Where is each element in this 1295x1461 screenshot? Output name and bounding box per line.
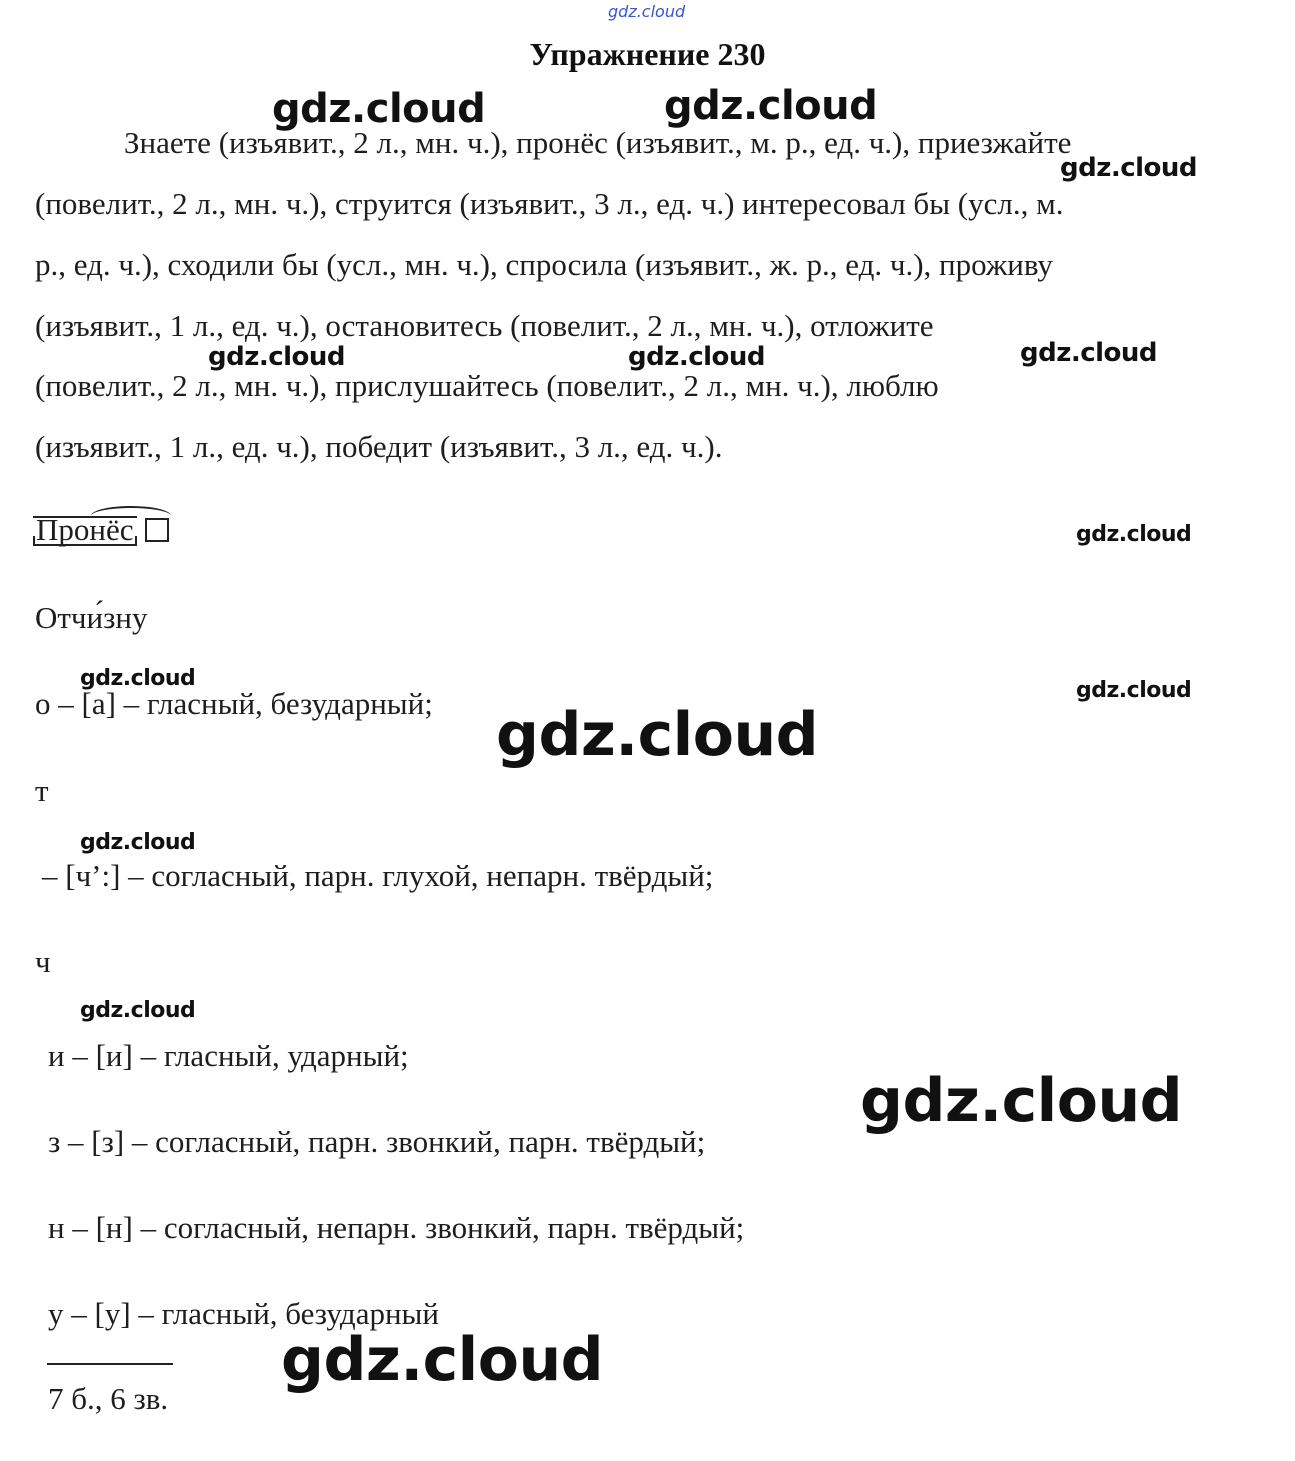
watermark: gdz.cloud — [1076, 522, 1192, 547]
root-arc — [91, 506, 171, 526]
paragraph-line-6: (изъявит., 1 л., ед. ч.), победит (изъявит., 3 л., ед. ч.). — [35, 429, 723, 464]
phonetic-line-ch-sound: – [ч’:] – согласный, парн. глухой, непарн. твёрдый; — [42, 858, 714, 893]
watermark: gdz.cloud — [628, 342, 766, 372]
watermark: gdz.cloud — [281, 1325, 604, 1395]
phonetic-line-n: н – [н] – согласный, непарн. звонкий, парн. твёрдый; — [48, 1210, 745, 1245]
watermark: gdz.cloud — [272, 86, 486, 132]
phonetic-line-i: и – [и] – гласный, ударный; — [48, 1038, 409, 1073]
watermark: gdz.cloud — [80, 830, 196, 855]
phonetic-line-z: з – [з] – согласный, парн. звонкий, парн. твёрдый; — [48, 1124, 706, 1159]
watermark: gdz.cloud — [80, 666, 196, 691]
watermark: gdz.cloud — [80, 998, 196, 1023]
watermark: gdz.cloud — [208, 342, 346, 372]
watermark-top: gdz.cloud — [608, 2, 686, 21]
watermark: gdz.cloud — [1076, 678, 1192, 703]
phonetic-word: Отчи́зну — [35, 600, 148, 635]
paragraph-line-1: Знаете (изъявит., 2 л., мн. ч.), пронёс (изъявит., м. р., ед. ч.), приезжайте — [124, 125, 1072, 160]
summary-divider — [47, 1363, 173, 1365]
phonetic-line-t: т — [35, 773, 49, 808]
watermark: gdz.cloud — [664, 83, 878, 129]
phonetic-line-o: о – [а] – гласный, безударный; — [35, 686, 433, 721]
paragraph-line-5: (повелит., 2 л., мн. ч.), прислушайтесь (повелит., 2 л., мн. ч.), люблю — [35, 368, 939, 403]
morpheme-analysis — [33, 512, 169, 548]
watermark: gdz.cloud — [1020, 338, 1158, 368]
morpheme-word: Пронёс — [33, 512, 137, 548]
paragraph-line-2: (повелит., 2 л., мн. ч.), струится (изъявит., 3 л., ед. ч.) интересовал бы (усл., м. — [35, 186, 1064, 221]
watermark: gdz.cloud — [496, 700, 819, 770]
watermark: gdz.cloud — [1060, 153, 1198, 183]
letters-sounds-summary: 7 б., 6 зв. — [48, 1381, 169, 1416]
paragraph-line-4: (изъявит., 1 л., ед. ч.), остановитесь (повелит., 2 л., мн. ч.), отложите — [35, 308, 934, 343]
watermark: gdz.cloud — [860, 1066, 1183, 1136]
exercise-title: Упражнение 230 — [529, 36, 766, 72]
paragraph-line-3: р., ед. ч.), сходили бы (усл., мн. ч.), спросила (изъявит., ж. р., ед. ч.), проживу — [35, 247, 1053, 282]
phonetic-line-ch: ч — [35, 944, 51, 979]
phonetic-line-u: у – [у] – гласный, безударный — [48, 1296, 439, 1331]
